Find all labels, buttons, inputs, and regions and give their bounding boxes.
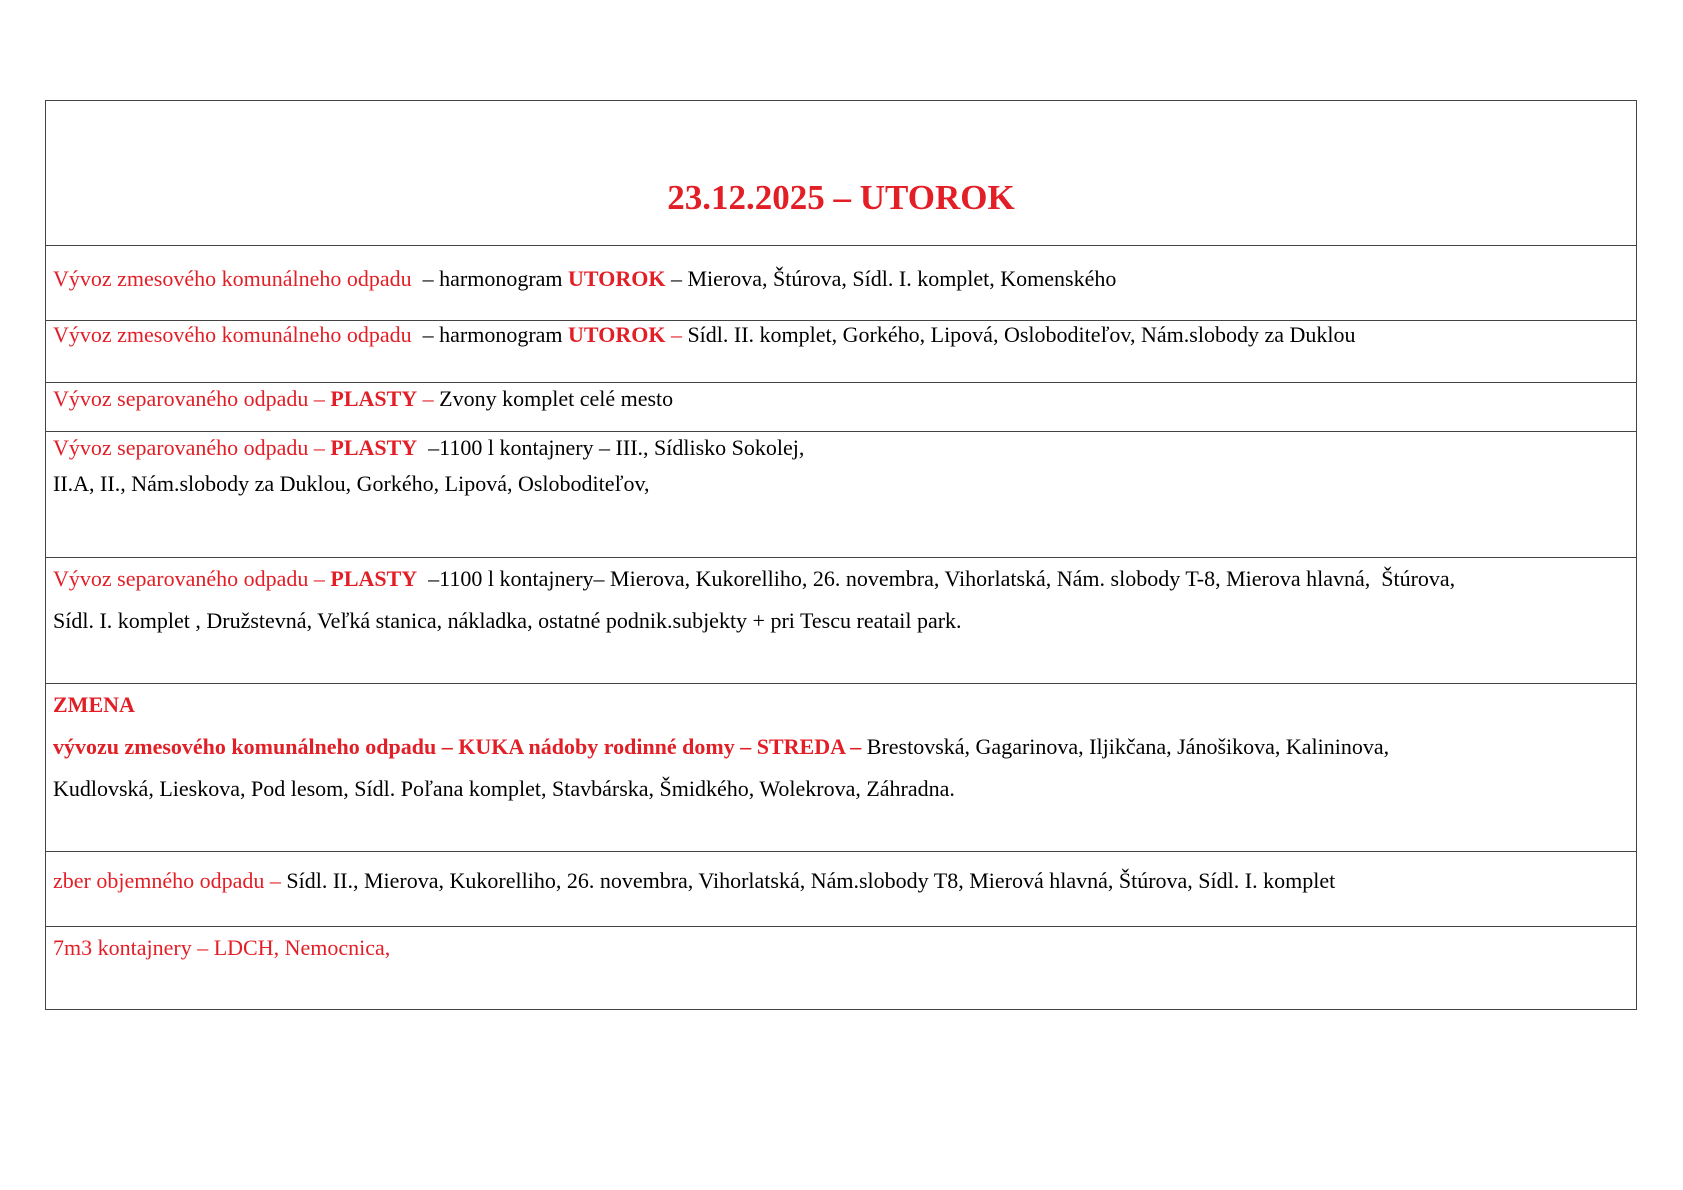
- waste-type-label: Vývoz separovaného odpadu –: [53, 566, 331, 591]
- row-line: [53, 860, 1628, 902]
- row-line: [53, 383, 1628, 414]
- row-line-2: Sídl. I. komplet , Družstevná, Veľká stanica, nákladka, ostatné podnik.subjekty + pri Tescu reatail park.: [53, 608, 962, 633]
- schedule-text: – harmonogram: [411, 266, 569, 291]
- streets-text: –1100 l kontajnery – III., Sídlisko Sokolej,: [417, 435, 805, 460]
- page-title: 23.12.2025 – UTOROK: [667, 178, 1015, 217]
- schedule-row-plastics-containers-1: [46, 431, 1636, 557]
- row-line: [53, 432, 1628, 463]
- title-row: [46, 101, 1636, 245]
- row-line: [53, 258, 1628, 300]
- streets-text: Zvony komplet celé mesto: [439, 386, 674, 411]
- change-heading: ZMENA: [53, 692, 135, 717]
- schedule-text: – harmonogram: [411, 322, 569, 347]
- schedule-row-plastics-bells: [46, 382, 1636, 431]
- streets-text: Brestovská, Gagarinova, Iljikčana, Jánošikova, Kalininova,: [866, 734, 1390, 759]
- material-label: PLASTY: [330, 435, 418, 460]
- schedule-table: [45, 100, 1637, 1010]
- dash-separator: –: [417, 386, 440, 411]
- streets-text: –1100 l kontajnery– Mierova, Kukorelliho, 26. novembra, Vihorlatská, Nám. slobody T-8, Mierova hlavná, Štúrova,: [417, 566, 1456, 591]
- day-label: UTOROK: [568, 266, 666, 291]
- change-description: vývozu zmesového komunálneho odpadu – KUKA nádoby rodinné domy – STREDA –: [53, 734, 867, 759]
- waste-type-label: zber objemného odpadu –: [53, 868, 287, 893]
- material-label: PLASTY: [330, 386, 418, 411]
- waste-type-label: Vývoz zmesového komunálneho odpadu: [53, 322, 412, 347]
- streets-text: Sídl. II. komplet, Gorkého, Lipová, Osloboditeľov, Nám.slobody za Duklou: [687, 322, 1356, 347]
- waste-type-label: Vývoz separovaného odpadu –: [53, 386, 331, 411]
- streets-text: Sídl. II., Mierova, Kukorelliho, 26. novembra, Vihorlatská, Nám.slobody T8, Mierová hlavná, Štúrova, Sídl. I. komplet: [286, 868, 1336, 893]
- schedule-row-bulky-waste: [46, 851, 1636, 926]
- day-label: UTOROK: [568, 322, 666, 347]
- streets-text: – Mierova, Štúrova, Sídl. I. komplet, Komenského: [665, 266, 1117, 291]
- row-line-2: Kudlovská, Lieskova, Pod lesom, Sídl. Poľana komplet, Stavbárska, Šmidkého, Wolekrova, Záhradna.: [53, 776, 955, 801]
- row-line: [53, 558, 1628, 600]
- dash-separator: –: [665, 322, 688, 347]
- schedule-row-mixed-waste-2: [46, 320, 1636, 382]
- waste-type-label: Vývoz separovaného odpadu –: [53, 435, 331, 460]
- waste-type-label: 7m3 kontajnery – LDCH, Nemocnica,: [53, 935, 391, 960]
- row-line: [53, 321, 1628, 349]
- schedule-row-change-notice: [46, 683, 1636, 851]
- schedule-row-mixed-waste-1: [46, 245, 1636, 320]
- schedule-row-7m3-containers: [46, 926, 1636, 1009]
- row-line-2: II.A, II., Nám.slobody za Duklou, Gorkého, Lipová, Osloboditeľov,: [53, 471, 650, 496]
- waste-type-label: Vývoz zmesového komunálneho odpadu: [53, 266, 412, 291]
- schedule-row-plastics-containers-2: [46, 557, 1636, 683]
- row-line: [53, 726, 1628, 768]
- material-label: PLASTY: [330, 566, 418, 591]
